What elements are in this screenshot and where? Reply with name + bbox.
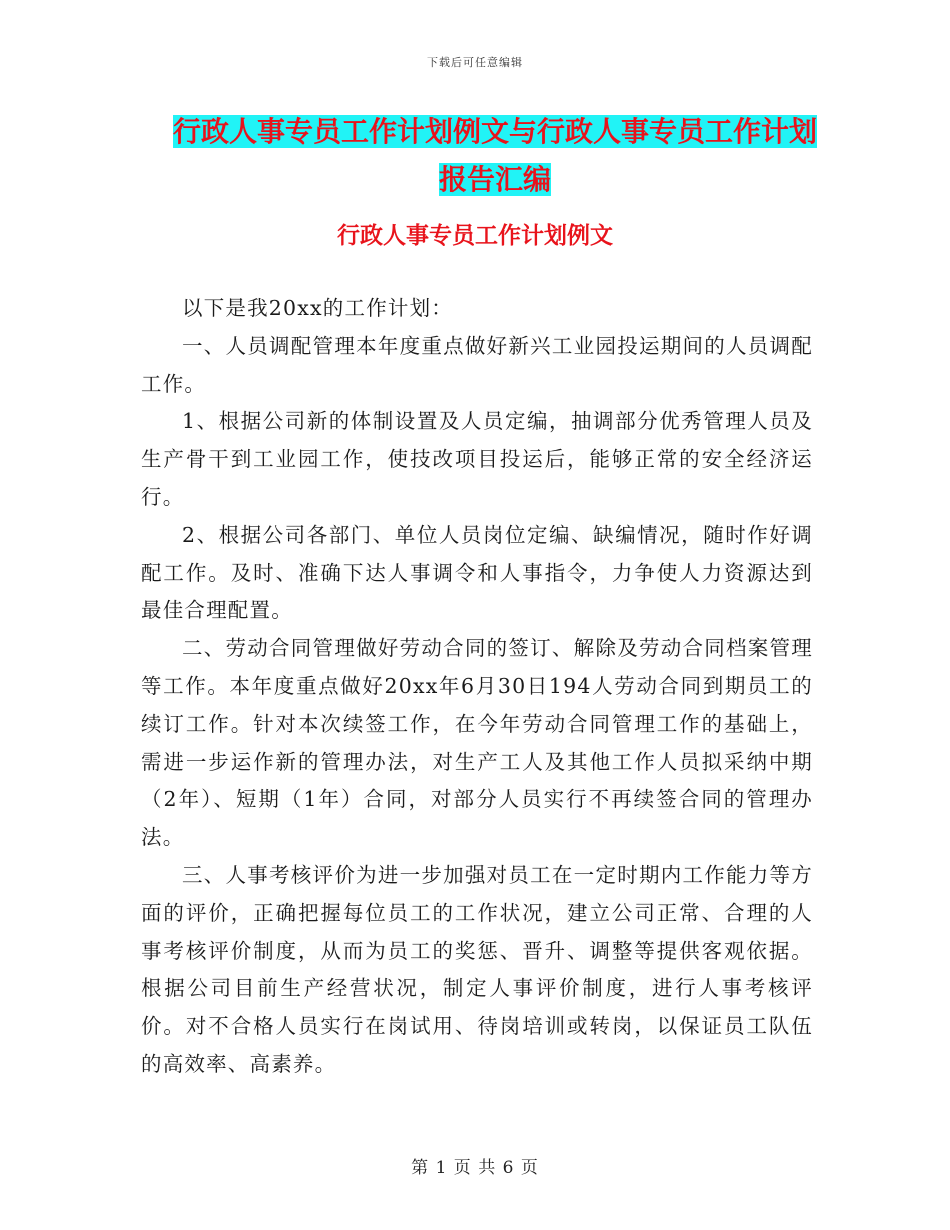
paragraph-allocation-item-2: 2、根据公司各部门、单位人员岗位定编、缺编情况，随时作好调配工作。及时、准确下达人事调令和人事指令，力争使人力资源达到最佳合理配置。	[141, 522, 813, 623]
page-header: 下载后可任意编辑	[427, 56, 523, 69]
section-heading: 行政人事专员工作计划例文	[337, 223, 613, 249]
paragraph-labor-contract: 二、劳动合同管理做好劳动合同的签订、解除及劳动合同档案管理等工作。本年度重点做好20xx年6月30日194人劳动合同到期员工的续订工作。针对本次续签工作，在今年劳动合同管理工作的基础上，需进一步运作新的管理办法，对生产工人及其他工作人员拟采纳中期（2年）、短期（1年）合同，对部分人员实行不再续签合同的管理办法。	[141, 636, 813, 850]
document-title-line-1: 行政人事专员工作计划例文与行政人事专员工作计划	[172, 115, 817, 148]
page-footer: 第 1 页 共 6 页	[411, 1158, 539, 1178]
paragraph-allocation-item-1: 1、根据公司新的体制设置及人员定编，抽调部分优秀管理人员及生产骨干到工业园工作，使技改项目投运后，能够正常的安全经济运行。	[141, 409, 813, 509]
paragraph-staff-allocation: 一、人员调配管理本年度重点做好新兴工业园投运期间的人员调配工作。	[141, 333, 813, 396]
paragraph-performance-review: 三、人事考核评价为进一步加强对员工在一定时期内工作能力等方面的评价，正确把握每位员工的工作状况，建立公司正常、合理的人事考核评价制度，从而为员工的奖惩、晋升、调整等提供客观依据。根据公司目前生产经营状况，制定人事评价制度，进行人事考核评价。对不合格人员实行在岗试用、待岗培训或转岗，以保证员工队伍的高效率、高素养。	[141, 862, 813, 1076]
paragraph-intro: 以下是我20xx的工作计划：	[182, 296, 454, 320]
document-title-line-2: 报告汇编	[438, 163, 551, 196]
document-body	[141, 290, 813, 1084]
document-title	[150, 108, 840, 204]
